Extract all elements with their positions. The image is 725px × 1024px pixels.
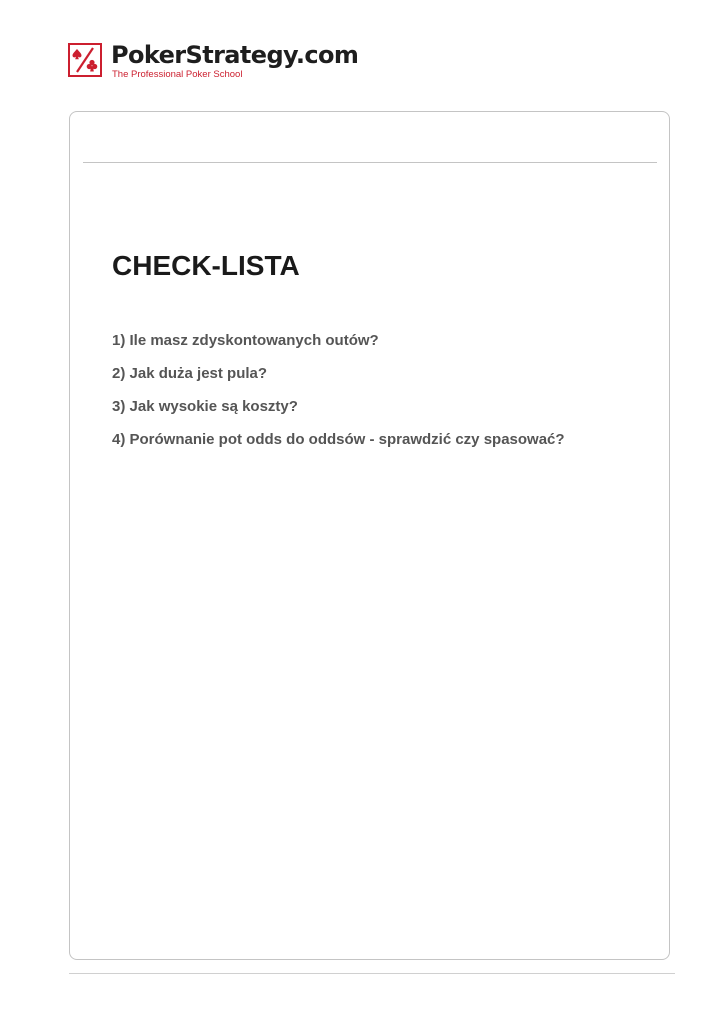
checklist-item: 4) Porównanie pot odds do oddsów - sprawdzić czy spasować? <box>112 431 565 448</box>
brand-logo <box>68 43 368 83</box>
checklist-item: 2) Jak duża jest pula? <box>112 365 268 382</box>
checklist-item: 1) Ile masz zdyskontowanych outów? <box>112 332 379 349</box>
content-card <box>69 111 670 960</box>
checklist <box>112 331 565 463</box>
pokerstrategy-logo-icon <box>68 43 102 77</box>
brand-tagline: The Professional Poker School <box>112 69 243 80</box>
footer-divider <box>69 973 675 974</box>
header-divider <box>83 162 657 163</box>
brand-name: PokerStrategy.com <box>111 41 359 69</box>
page-title: CHECK-LISTA <box>112 250 300 281</box>
checklist-item: 3) Jak wysokie są koszty? <box>112 398 298 415</box>
